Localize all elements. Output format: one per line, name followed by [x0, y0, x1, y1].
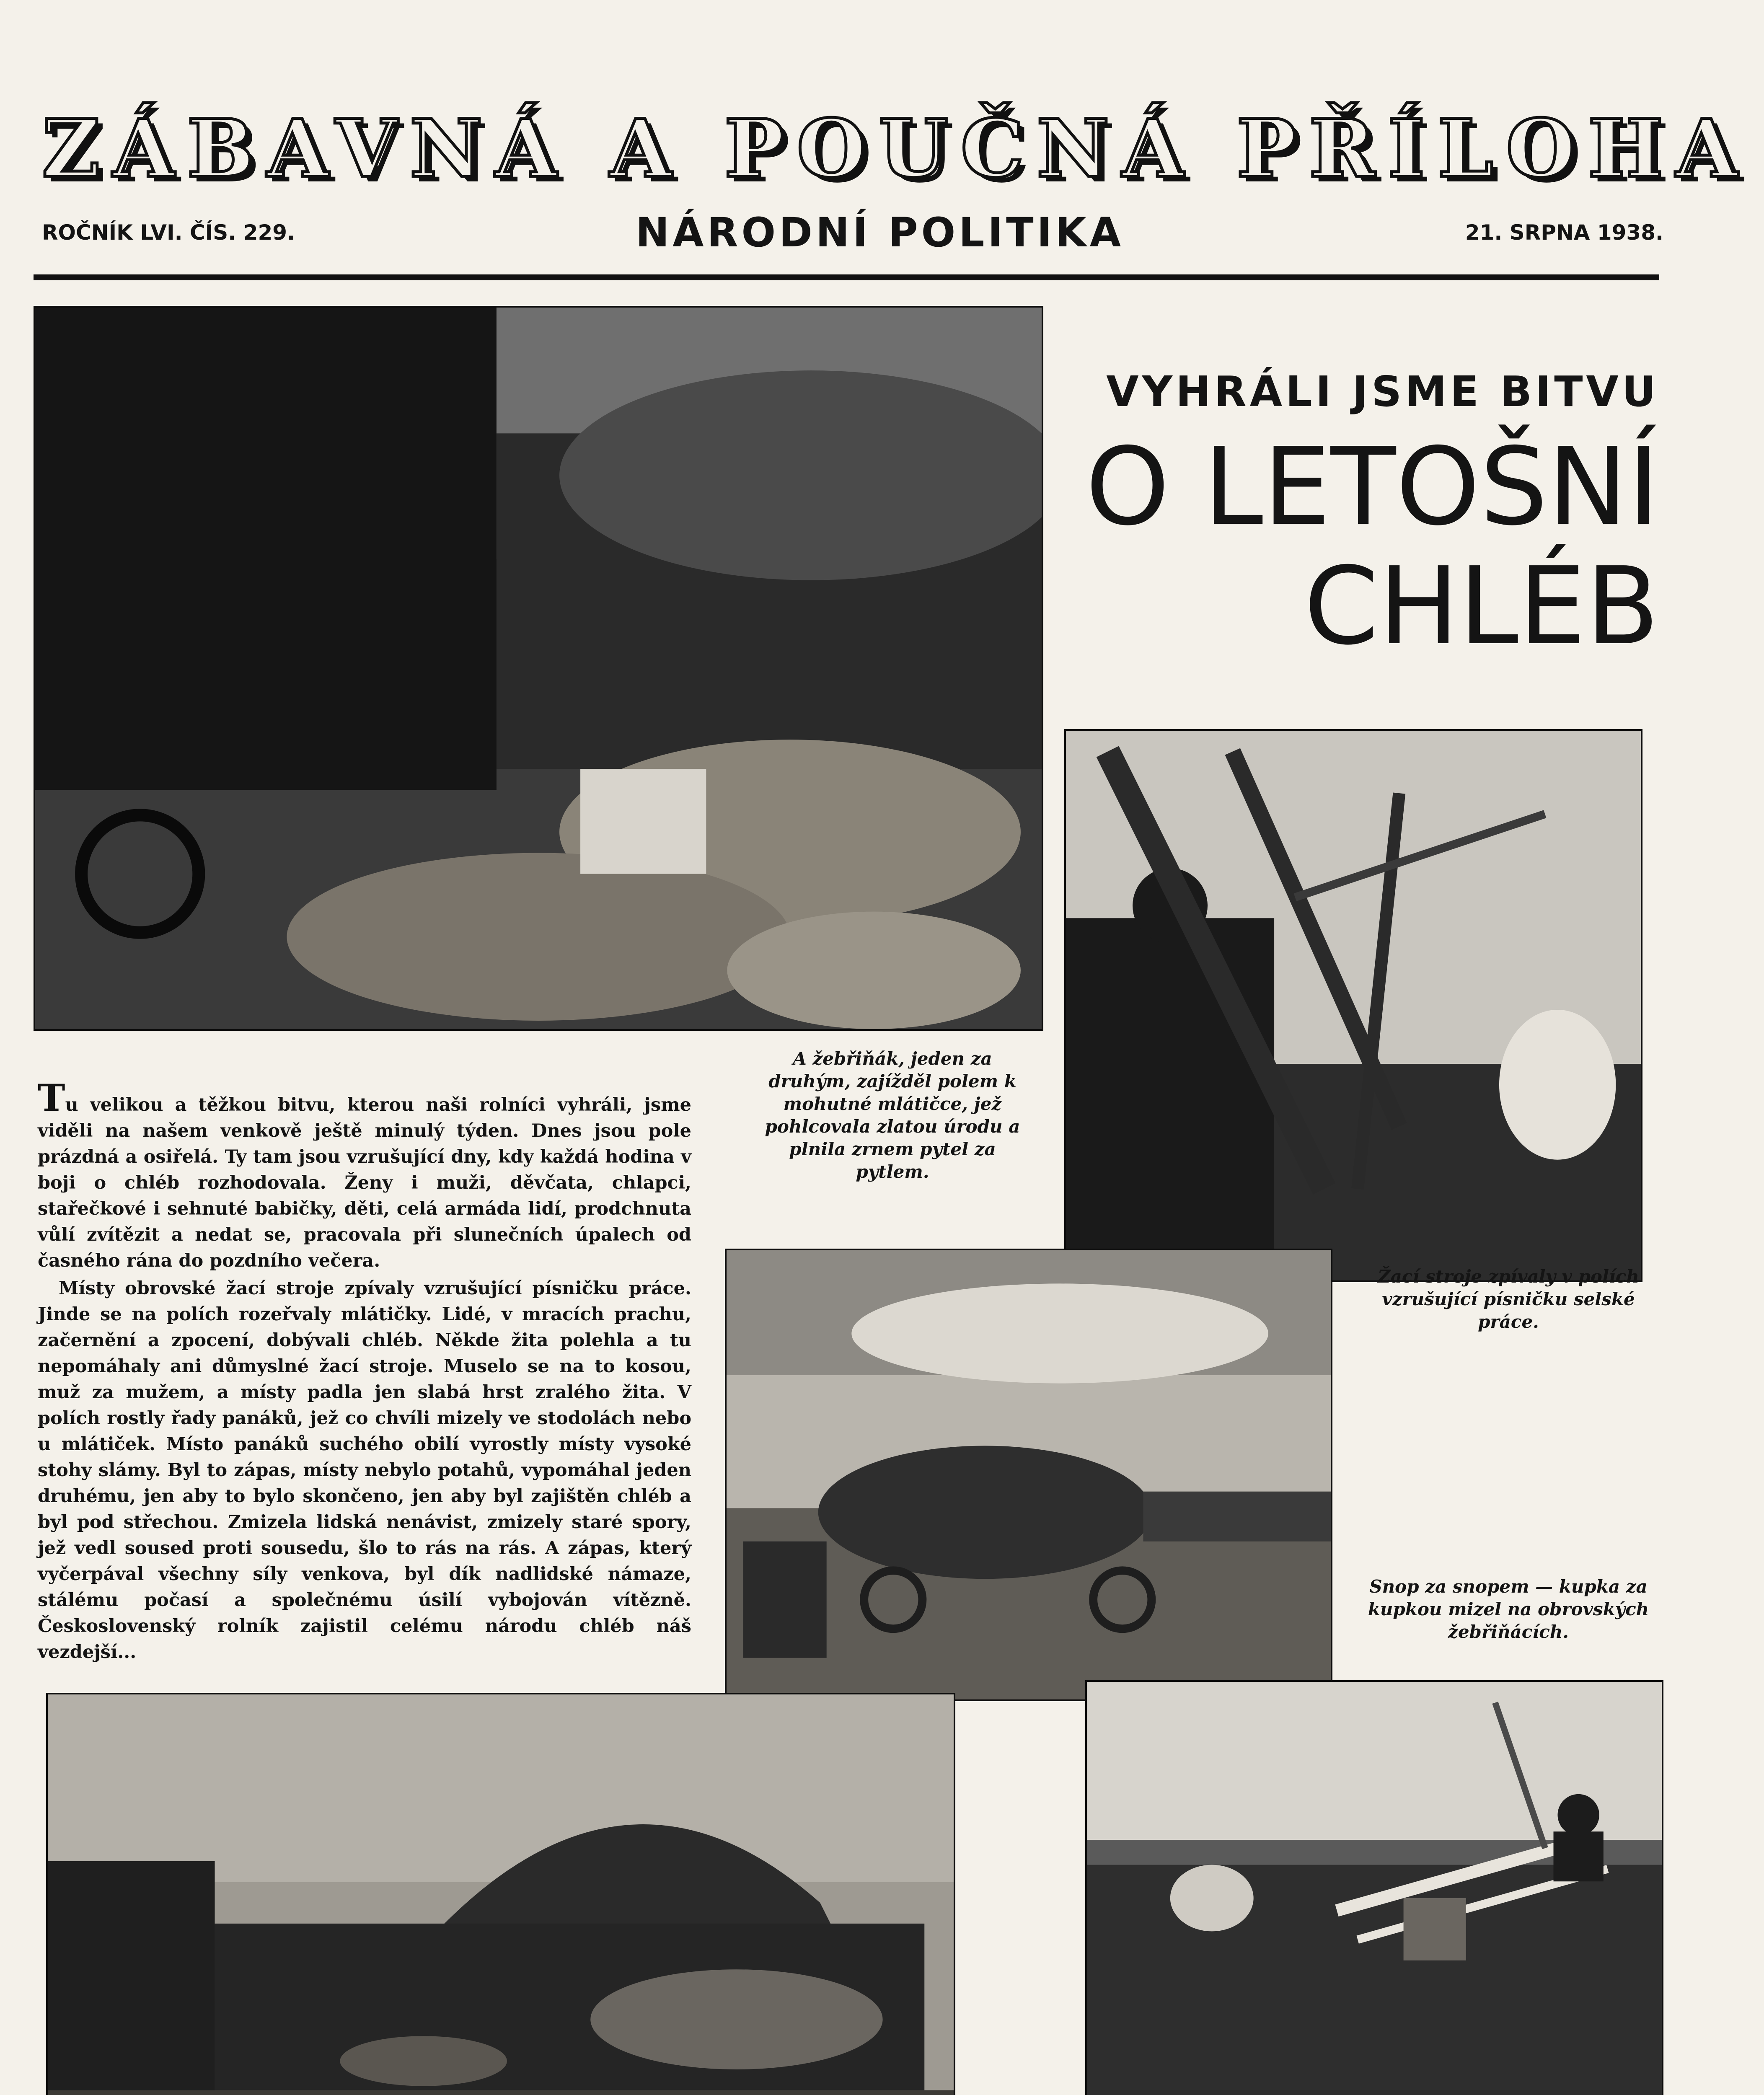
dropcap: T [38, 1076, 65, 1120]
masthead-title: ZÁBAVNÁ A POUČNÁ PŘÍLOHA [42, 102, 1750, 195]
headline-line-2: CHLÉB [1304, 544, 1659, 669]
caption-snop: Snop za snopem — kupka za kupkou mizel na obrovských žebřiňácích. [1368, 1576, 1649, 1642]
photo-threshing-machine [34, 306, 1043, 1031]
caption-zebrinak: A žebřiňák, jeden za druhým, zajížděl polem k mohutné mlátičce, jež pohlcovala zlatou úrodu a plnila zrnem pytel za pytlem. [765, 1048, 1020, 1182]
photo-loading-wagon [725, 1249, 1332, 1701]
caption-stroje: Žací stroje zpívaly v polích vzrušující písničku selské práce. [1378, 1266, 1639, 1332]
volume-number: ROČNÍK LVI. ČÍS. 229. [42, 220, 295, 245]
article-body [38, 1076, 691, 1663]
photo-reaper [1064, 729, 1642, 1282]
headline-line-1: O LETOŠNÍ [1085, 425, 1659, 549]
kicker: VYHRÁLI JSME BITVU [1106, 367, 1659, 416]
masthead-rule [34, 274, 1659, 280]
paragraph-1 [38, 1076, 691, 1274]
photo-harvest-stacks [46, 1693, 955, 2095]
headline [1048, 427, 1659, 670]
photo-reaping-oats [1085, 1680, 1663, 2095]
paragraph-1-text: u velikou a těžkou bitvu, kterou naši rolníci vyhráli, jsme viděli na našem venkově ještě minulý týden. Dnes jsou pole prázdná a osiřelá. Ty tam jsou vzrušující dny, kdy každá hodina v boji o chléb rozhodovala. Ženy i muži, děvčata, chlapci, stařečkové i sehnuté babičky, děti, celá armáda lidí, prodchnuta vůlí zvítězit a nedat se, pracovala při slunečních úpalech od časného rána do pozdního večera. [38, 1094, 691, 1271]
issue-date: 21. SRPNA 1938. [1465, 220, 1663, 245]
paragraph-2: Místy obrovské žací stroje zpívaly vzrušující písničku práce. Jinde se na polích rozeřvaly mlátičky. Lidé, v mracích prachu, začernění a zpocení, dobývali chléb. Někde žita polehla a tu nepomáhaly ani důmyslné žací stroje. Muselo se na to kosou, muž za mužem, a místy padla jen slabá hrst zralého žita. V polích rostly řady panáků, jež co chvíli mizely ve stodolách nebo u mlátiček. Místo panáků suchého obilí vyrostly místy vysoké stohy slámy. Byl to zápas, místy nebylo potahů, vypomáhal jeden druhému, jen aby to bylo skončeno, jen aby byl zajištěn chléb a byl pod střechou. Zmizela lidská nenávist, zmizely staré spory, jež vedl soused proti sousedu, šlo to rás na rás. A zápas, který vyčerpával všechny síly venkova, byl dík nadlidské námaze, stálému počasí a společnému úsilí vybojován vítězně. Československý rolník zajistil celému národu chléb náš vezdejší... [38, 1278, 691, 1663]
newspaper-name: NÁRODNÍ POLITIKA [635, 209, 1125, 256]
